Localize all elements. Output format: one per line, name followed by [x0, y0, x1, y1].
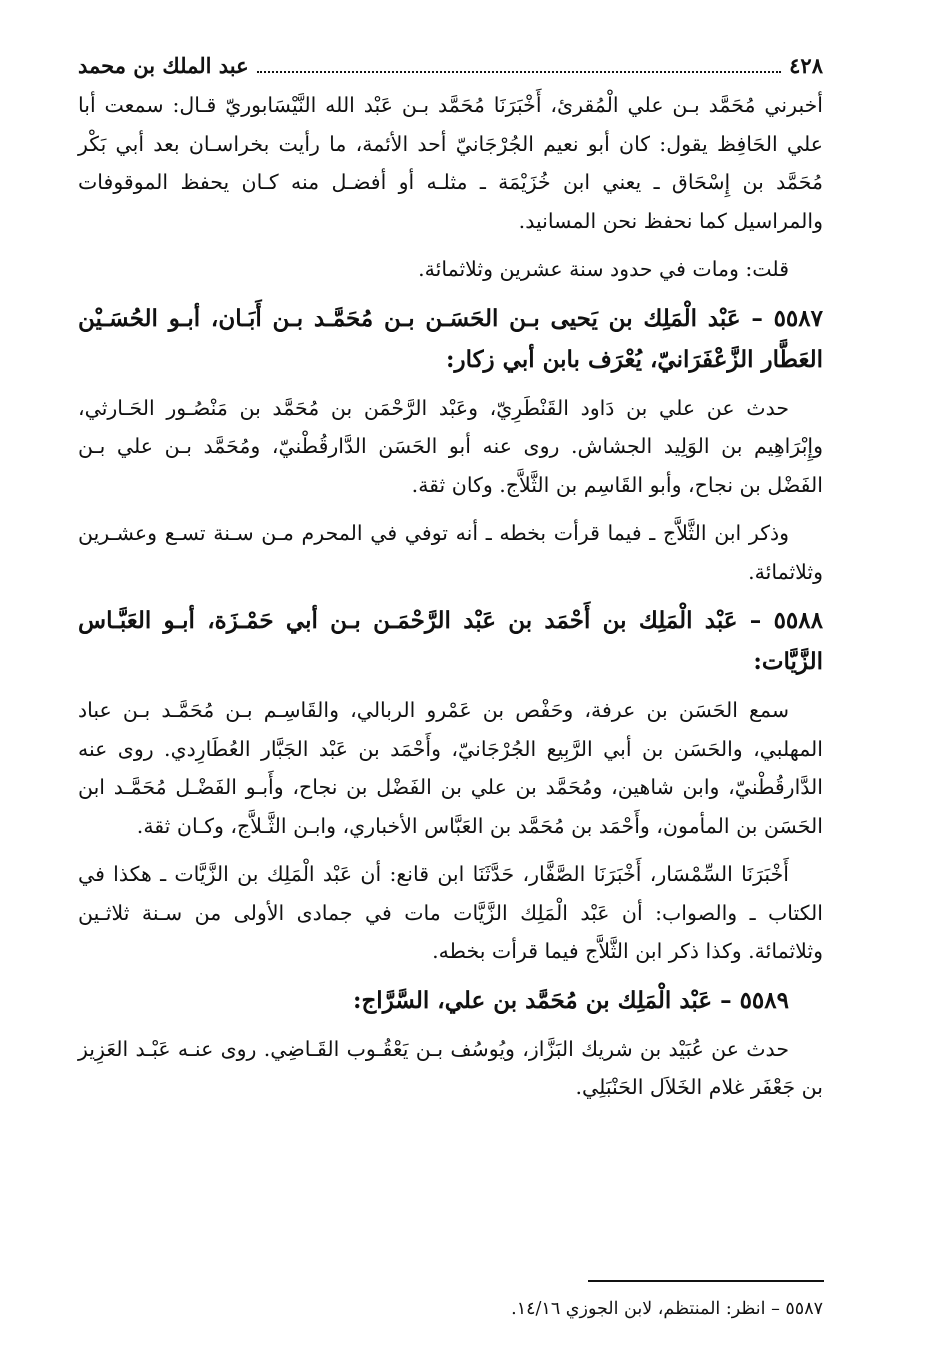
running-head — [78, 50, 823, 86]
paragraph: أخبرني مُحَمَّد بـن علي الْمُقرئ، أَخْبَرَنَا مُحَمَّد بـن عَبْد الله النَّيْسَابوريّ قـال: سمعت أبا علي الحَافِظ يقول: كان أبو نعيم الجُرْجَانيّ أحد الأئمة، ما رأيت بخراسـان بعد أبي بَكْر مُحَمَّد بن إِسْحَاق ـ يعني ابن خُزَيْمَة ـ مثلـه أو أفضـل منه كـان يحفظ الموقوفات والمراسيل كما نحفظ نحن المسانيد. — [78, 93, 823, 233]
paragraph: سمع الحَسَن بن عرفة، وحَفْص بن عَمْرو الربالي، والقَاسِـم بـن مُحَمَّـد بـن عباد المهلبي، والحَسَن بن أبي الرَّبِيع الجُرْجَانيّ، وأَحْمَد بن عَبْد الجَبَّار العُطَارِدي. روى عنه الدَّارقُطْنيّ، وابن شاهين، ومُحَمَّد بن علي بن الفَضْل بن نجاح، وأَبـو الفَضْـل مُحَمَّـد ابن الحَسَن بن المأمون، وأَحْمَد بن مُحَمَّد بن العَبَّاس الأخباري، وابـن الثَّـلاَّج، وكـان ثقة. — [78, 698, 823, 838]
entry-heading: ٥٥٨٨ – عَبْد الْمَلِك بن أَحْمَد بن عَبْد الرَّحْمَـن بـن أبي حَمْـزَة، أبـو العَبَّـاس الزَّيَّات: — [78, 607, 823, 675]
paragraph: حدث عن عُبَيْد بن شريك البَزَّاز، ويُوسُف بـن يَعْقُـوب القَـاضِي. روى عنـه عَبْـد العَزِيز بن جَعْفَر غلام الخَلاَل الحَنْبَلِي. — [78, 1036, 823, 1099]
paragraph: أَخْبَرَنَا السِّمْسَار، أَخْبَرَنَا الصَّفَّار، حَدَّثَنَا ابن قانع: أن عَبْد الْمَلِك بن الزَّيَّات ـ هكذا في الكتاب ـ والصواب: أن عَبْد الْمَلِك الزَّيَّات مات في جمادى الأولى من سـنة ثلاثـين وثلاثمائة. وكذا ذكر ابن الثَّلاَّج فيما قرأت بخطه. — [78, 862, 823, 963]
paragraph: وذكر ابن الثَّلاَّج ـ فيما قرأت بخطه ـ أنه توفي في المحرم مـن سـنة تسـع وعشـرين وثلاثمائة. — [78, 521, 823, 584]
leader-dots — [257, 57, 782, 73]
entry-heading: ٥٥٨٧ – عَبْد الْمَلِك بن يَحيى بـن الحَسَـن بـن مُحَمَّـد بـن أَبَـان، أبـو الحُسَـيْن العَطَّار الزَّعْفَرَانيّ، يُعْرَف بابن أبي زكار: — [78, 304, 823, 373]
page-body — [78, 50, 823, 1107]
entry-heading: ٥٥٨٩ – عَبْد الْمَلِك بن مُحَمَّد بن علي، السَّرَّاج: — [352, 986, 789, 1014]
running-head-title: عبد الملك بن محمد — [78, 53, 249, 78]
footnote-divider — [588, 1280, 824, 1282]
paragraph: قلت: ومات في حدود سنة عشرين وثلاثمائة. — [418, 257, 789, 281]
paragraph: حدث عن علي بن دَاود القَنْطَرِيّ، وعَبْد الرَّحْمَن بن مُحَمَّد بن مَنْصُـور الحَـارثي، وإِبْرَاهِيم بن الوَلِيد الجشاش. روى عنه أبو الحَسَن الدَّارقُطْنيّ، ومُحَمَّد بـن علي بـن الفَضْل بن نجاح، وأبو القَاسِم بن الثَّلاَّج. وكان ثقة. — [78, 395, 823, 497]
page-number: ٤٢٨ — [789, 53, 823, 78]
footnote: ٥٥٨٧ – انظر: المنتظم، لابن الجوزي ١٤/١٦. — [511, 1299, 823, 1319]
